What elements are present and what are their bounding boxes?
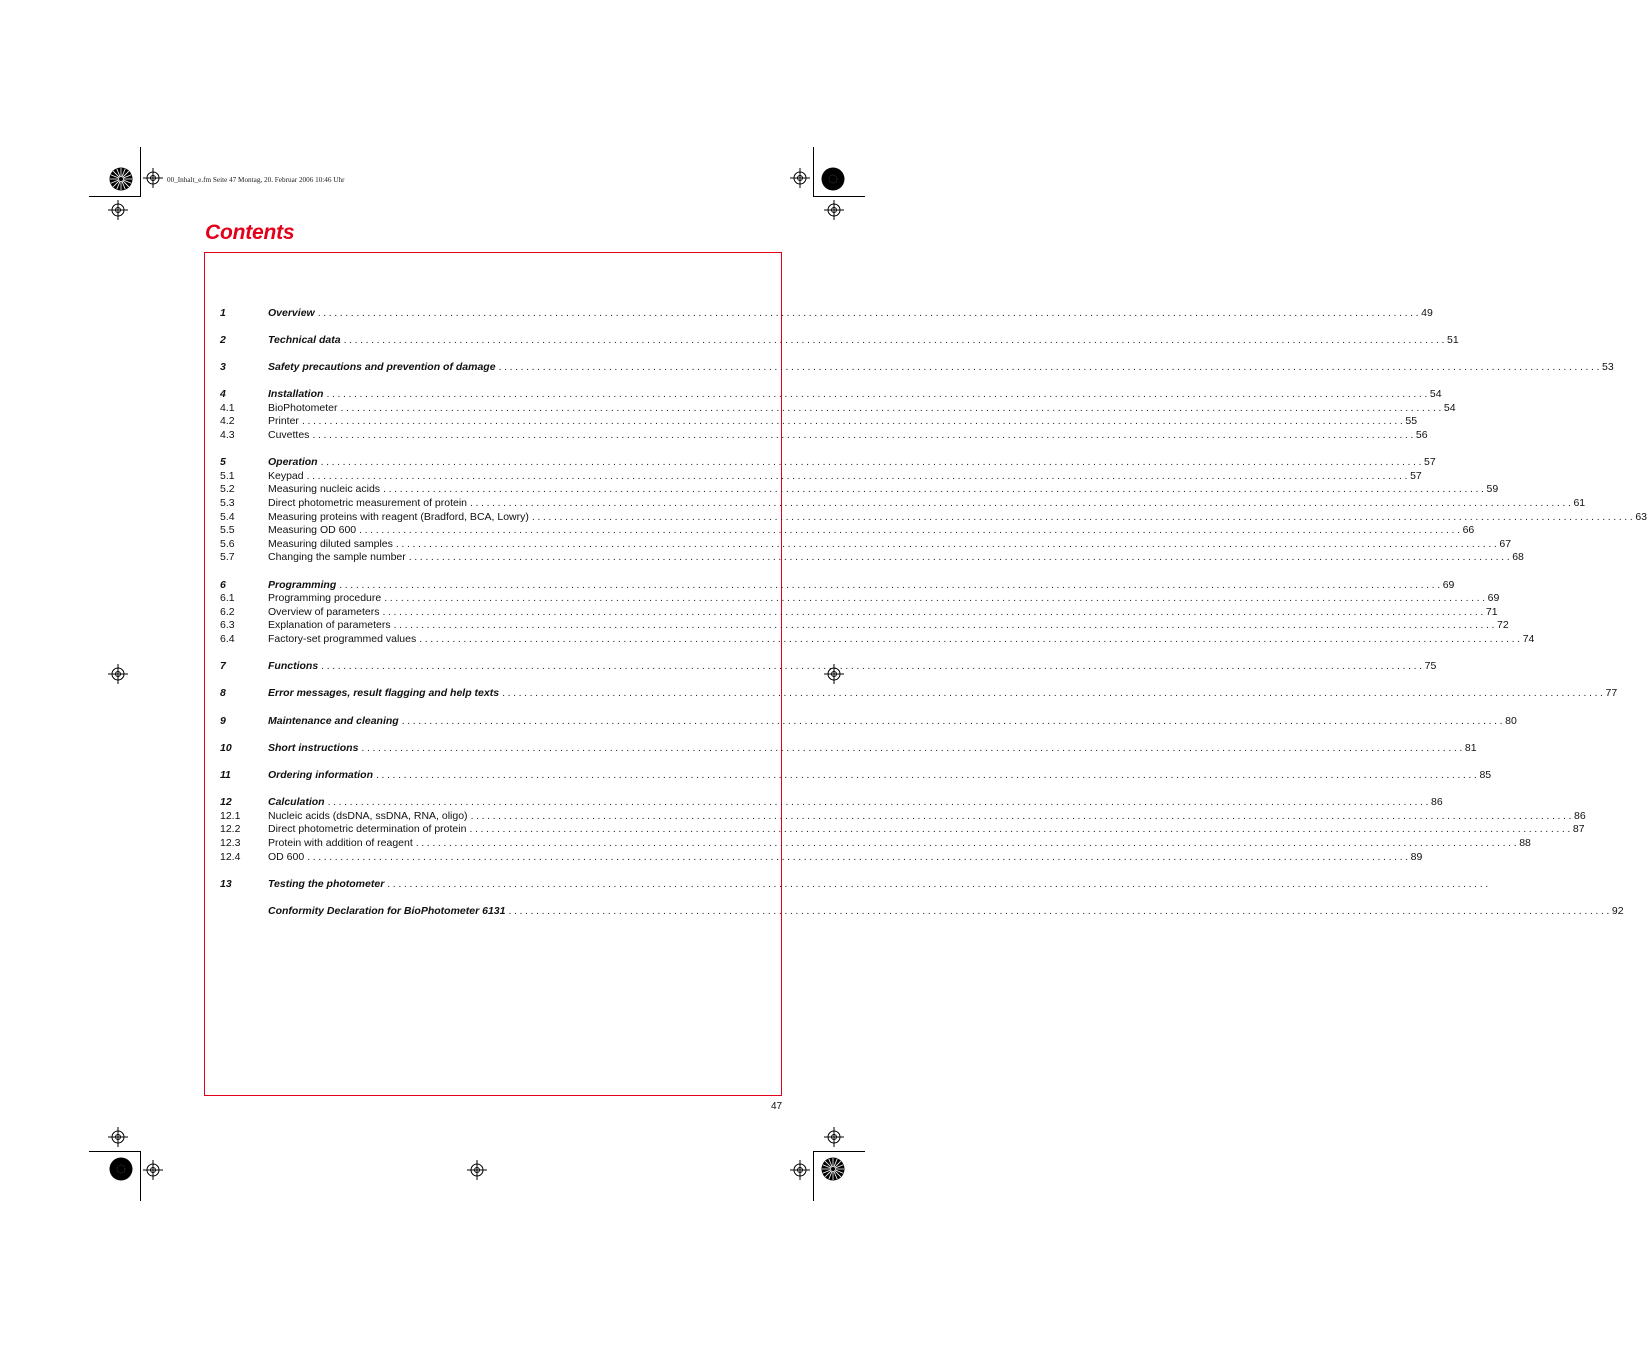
crop-line [140,1151,141,1201]
toc-entry-page: 55 [1405,415,1418,427]
crop-line [814,1151,865,1152]
dot-leader: ........................................................................................................................................................................................................ [320,456,1425,468]
toc-entry[interactable] [220,469,1422,483]
dot-leader: ........................................................................................................................................................................................................ [306,470,1411,482]
toc-entry-page: 68 [1512,551,1524,563]
toc-entry[interactable] [220,809,1586,823]
toc-entry[interactable] [220,523,1475,537]
toc-entry-page: 69 [1442,579,1455,591]
toc-entry[interactable] [220,795,1443,809]
toc-entry-title: Conformity Declaration for BioPhotometer 6131 [268,905,506,917]
dot-target-icon [109,1157,133,1181]
toc-entry-title: Calculation [268,796,325,808]
dot-leader: ........................................................................................................................................................................................................ [393,619,1498,631]
page-number: 47 [771,1101,783,1112]
registration-mark-icon [143,168,163,188]
toc-entry[interactable] [220,822,1585,836]
toc-entry-page: 72 [1497,619,1509,631]
toc-entry-number: 4.1 [220,402,235,414]
toc-entry-page: 71 [1485,606,1498,618]
toc-entry-page: 88 [1519,837,1531,849]
toc-entry[interactable] [220,401,1456,415]
toc-entry[interactable] [220,836,1531,850]
toc-entry-page: 61 [1573,497,1586,509]
toc-entry-number: 13 [220,878,232,890]
toc-entry-title: Technical data [268,334,341,346]
toc-entry[interactable] [220,850,1423,864]
dot-leader: ........................................................................................................................................................................................................ [470,497,1574,509]
toc-entry[interactable] [220,618,1509,632]
toc-entry-page: 56 [1415,429,1428,441]
toc-entry-number: 6.1 [220,592,235,604]
dot-leader: ........................................................................................................................................................................................................ [327,796,1432,808]
crop-line [89,196,140,197]
toc-entry[interactable] [220,360,1614,374]
toc-entry-title: OD 600 [268,851,305,863]
toc-entry-number: 2 [220,334,226,346]
toc-entry[interactable] [220,510,1647,524]
toc-entry-page: 51 [1447,334,1459,346]
toc-entry-page: 85 [1479,769,1492,781]
toc-entry-title: Maintenance and cleaning [268,715,399,727]
toc-entry[interactable] [220,414,1418,428]
toc-entry[interactable] [220,714,1517,728]
toc-entry-number: 12.3 [220,837,241,849]
toc-entry-page: 77 [1605,687,1618,699]
registration-mark-icon [824,664,844,684]
toc-entry[interactable] [220,741,1477,755]
dot-leader: ........................................................................................................................................................................................................ [415,837,1520,849]
dot-leader: ........................................................................................................................................................................................................ [339,579,1443,591]
toc-entry-page: 66 [1462,524,1475,536]
page-title: Contents [205,221,295,244]
toc-entry-page: 75 [1424,660,1437,672]
dot-leader: ........................................................................................................................................................................................................ [340,402,1444,414]
toc-entry-title: Installation [268,388,324,400]
toc-entry-number: 12.2 [220,823,241,835]
toc-entry[interactable] [220,428,1428,442]
toc-entry-number: 6.3 [220,619,235,631]
toc-entry-title: Protein with addition of reagent [268,837,413,849]
dot-leader: ........................................................................................................................................................................................................ [469,823,1573,835]
dot-leader: ........................................................................................................................................................................................................ [387,878,1491,890]
dot-leader: ........................................................................................................................................................................................................ [307,851,1411,863]
toc-entry-title: Programming [268,579,337,591]
toc-entry-number: 9 [220,715,226,727]
toc-entry-title: Error messages, result flagging and help texts [268,687,500,699]
toc-entry-title: Overview of parameters [268,606,380,618]
toc-entry-number: 5.7 [220,551,235,563]
toc-entry[interactable] [220,632,1535,646]
toc-entry[interactable] [220,333,1459,347]
toc-entry[interactable] [220,482,1499,496]
toc-entry-page: 86 [1431,796,1443,808]
registration-mark-icon [108,200,128,220]
toc-entry-title: Printer [268,415,299,427]
toc-entry-number: 12.4 [220,851,241,863]
toc-entry-page: 63 [1635,511,1647,523]
toc-entry-number: 6.2 [220,606,235,618]
toc-entry[interactable] [220,591,1500,605]
toc-entry-title: Nucleic acids (dsDNA, ssDNA, RNA, oligo) [268,810,468,822]
dot-leader: ........................................................................................................................................................................................................ [312,429,1416,441]
dot-leader: ........................................................................................................................................................................................................ [395,538,1500,550]
toc-entry-number: 3 [220,361,226,373]
contents-frame [204,252,782,1096]
toc-entry-title: Ordering information [268,769,373,781]
toc-entry-title: Programming procedure [268,592,382,604]
toc-entry-title: Explanation of parameters [268,619,391,631]
toc-entry-title: Changing the sample number [268,551,406,563]
crop-line [140,147,141,197]
toc-entry-title: Measuring proteins with reagent (Bradford, BCA, Lowry) [268,511,529,523]
registration-mark-icon [790,1160,810,1180]
dot-leader: ........................................................................................................................................................................................................ [508,905,1612,917]
registration-mark-icon [790,168,810,188]
toc-entry-number: 5 [220,456,226,468]
toc-entry-number: 5.3 [220,497,235,509]
toc-entry-page: 87 [1572,823,1585,835]
toc-entry-number: 5.4 [220,511,235,523]
toc-entry-number: 12.1 [220,810,241,822]
registration-mark-icon [108,1127,128,1147]
toc-entry-number: 4.3 [220,429,235,441]
toc-entry-page: 59 [1486,483,1499,495]
toc-entry-page: 89 [1410,851,1423,863]
crop-line [89,1151,140,1152]
toc-entry-number: 8 [220,687,226,699]
crop-line [814,196,865,197]
crop-line [813,1151,814,1201]
dot-leader: ........................................................................................................................................................................................................ [321,660,1425,672]
toc-entry[interactable] [220,578,1455,592]
dot-leader: ........................................................................................................................................................................................................ [470,810,1575,822]
print-slug: 00_Inhalt_e.fm Seite 47 Montag, 20. Februar 2006 10:46 Uhr [167,176,345,184]
toc-entry-page: 74 [1522,633,1535,645]
toc-entry[interactable] [220,904,1624,918]
registration-mark-icon [824,1127,844,1147]
crop-line [813,147,814,197]
toc-entry-page: 69 [1487,592,1500,604]
dot-leader: ........................................................................................................................................................................................................ [383,483,1487,495]
toc-entry-title: Direct photometric determination of protein [268,823,467,835]
toc-entry-number: 5.1 [220,470,235,482]
toc-entry[interactable] [220,659,1437,673]
toc-entry-page: 67 [1499,538,1512,550]
registration-mark-icon [824,200,844,220]
toc-entry-page: 57 [1424,456,1436,468]
dot-leader: ........................................................................................................................................................................................................ [531,511,1636,523]
toc-entry-number: 4 [220,388,226,400]
toc-entry-title: Keypad [268,470,304,482]
toc-entry-number: 5.6 [220,538,235,550]
dot-leader: ........................................................................................................................................................................................................ [326,388,1430,400]
toc-entry-number: 1 [220,307,226,319]
toc-entry-title: Operation [268,456,318,468]
toc-entry[interactable] [220,877,1491,891]
toc-entry-page: 53 [1602,361,1614,373]
toc-entry-number: 4.2 [220,415,235,427]
toc-entry-number: 7 [220,660,226,672]
dot-leader: ........................................................................................................................................................................................................ [361,742,1465,754]
dot-target-icon [821,167,845,191]
toc-entry-title: Functions [268,660,319,672]
toc-entry-title: Overview [268,307,315,319]
toc-entry-title: BioPhotometer [268,402,338,414]
toc-entry-number: 10 [220,742,232,754]
dot-leader: ........................................................................................................................................................................................................ [401,715,1506,727]
dot-leader: ........................................................................................................................................................................................................ [498,361,1603,373]
toc-entry[interactable] [220,537,1512,551]
dot-leader: ........................................................................................................................................................................................................ [376,769,1480,781]
toc-entry-page: 54 [1443,402,1456,414]
toc-entry-title: Cuvettes [268,429,310,441]
toc-entry-title: Safety precautions and prevention of damage [268,361,496,373]
toc-entry-number: 6.4 [220,633,235,645]
dot-leader: ........................................................................................................................................................................................................ [408,551,1513,563]
dot-leader: ........................................................................................................................................................................................................ [343,334,1448,346]
dot-leader: ........................................................................................................................................................................................................ [384,592,1488,604]
registration-mark-icon [108,664,128,684]
toc-entry-page: 57 [1410,470,1422,482]
dot-leader: ........................................................................................................................................................................................................ [502,687,1606,699]
dot-leader: ........................................................................................................................................................................................................ [359,524,1463,536]
toc-entry-title: Factory-set programmed values [268,633,417,645]
dot-leader: ........................................................................................................................................................................................................ [382,606,1486,618]
dot-leader: ........................................................................................................................................................................................................ [317,307,1422,319]
toc-entry-number: 12 [220,796,232,808]
registration-mark-icon [143,1160,163,1180]
toc-entry-number: 5.5 [220,524,235,536]
toc-entry-title: Measuring OD 600 [268,524,357,536]
toc-entry-title: Direct photometric measurement of protein [268,497,468,509]
toc-entry[interactable] [220,455,1436,469]
registration-mark-icon [467,1160,487,1180]
star-target-icon [109,167,133,191]
toc-entry-number: 6 [220,579,226,591]
toc-entry-title: Short instructions [268,742,359,754]
toc-entry-number: 5.2 [220,483,235,495]
toc-entry-title: Measuring nucleic acids [268,483,381,495]
toc-entry[interactable] [220,605,1498,619]
toc-entry-page: 54 [1429,388,1442,400]
toc-entry-title: Measuring diluted samples [268,538,393,550]
toc-entry[interactable] [220,306,1433,320]
toc-entry[interactable] [220,768,1492,782]
star-target-icon [821,1157,845,1181]
toc-entry[interactable] [220,550,1524,564]
toc-entry-page: 92 [1611,905,1624,917]
toc-entry-title: Testing the photometer [268,878,385,890]
toc-entry[interactable] [220,387,1442,401]
toc-entry-number: 11 [220,769,231,781]
toc-entry-page: 49 [1421,307,1433,319]
toc-entry-page: 81 [1464,742,1477,754]
toc-entry-page: 80 [1505,715,1517,727]
toc-entry[interactable] [220,496,1586,510]
toc-entry[interactable] [220,686,1618,700]
toc-entry-page: 86 [1574,810,1586,822]
dot-leader: ........................................................................................................................................................................................................ [301,415,1406,427]
dot-leader: ........................................................................................................................................................................................................ [419,633,1523,645]
